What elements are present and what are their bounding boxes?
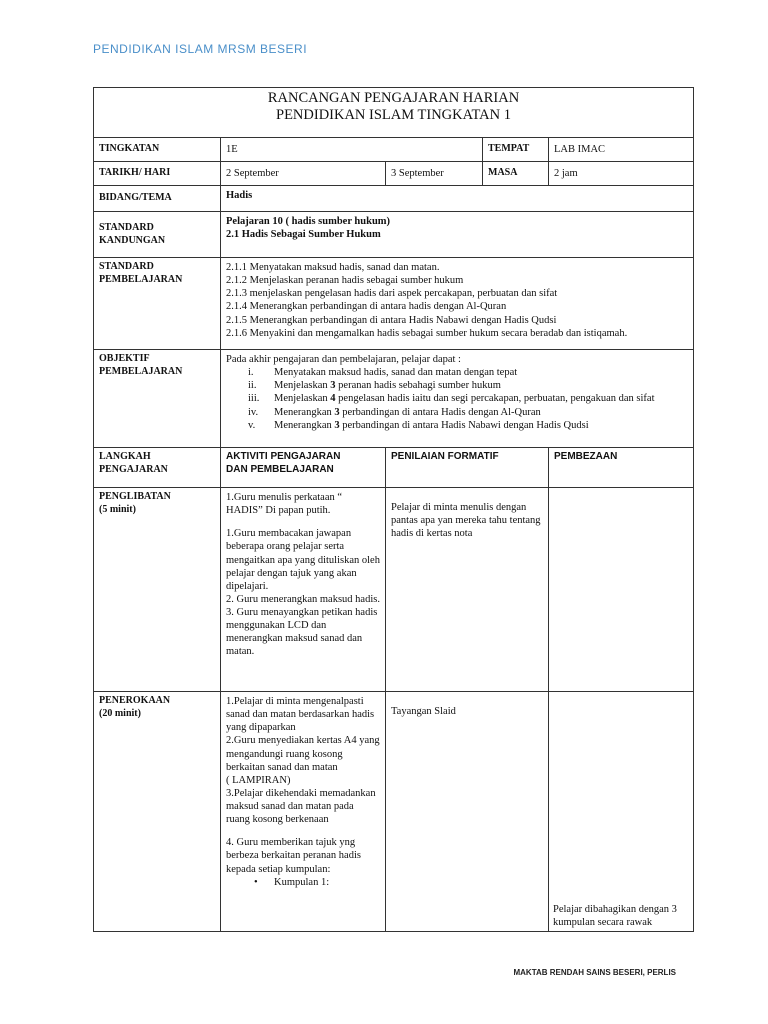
objektif-text-pre: Menjelaskan [274,380,331,392]
spacer [226,826,380,836]
objektif-text-pre: Menjelaskan [274,393,331,405]
masa-label: MASA [483,162,549,186]
standard-kandungan-value [221,212,694,258]
bidang-value: Hadis [221,186,694,212]
label-line: KANDUNGAN [99,234,166,246]
penglibatan-label [94,488,221,692]
step-time: (20 minit) [99,707,141,719]
aktiviti-line: ( LAMPIRAN) [226,774,291,786]
label-line: AKTIVITI PENGAJARAN [226,451,341,462]
plan-title [94,88,694,138]
aktiviti-line: 4. Guru memberikan tajuk yng berbeza berkaitan peranan hadis kepada setiap kumpulan: [226,837,361,875]
sp-line: 2.1.4 Menerangkan perbandingan di antara hadis dengan Al-Quran [226,301,507,313]
label-line: PEMBELAJARAN [99,273,183,285]
title-line-1: RANCANGAN PENGAJARAN HARIAN [267,90,520,106]
objektif-text [274,419,688,432]
objektif-text-pre: Menyatakan maksud hadis, sanad dan matan dengan tepat [274,367,518,379]
objektif-text [274,392,688,405]
objektif-item [226,366,688,379]
objektif-text-post: pengelasan hadis iaitu dan segi percakapan, perbuatan, pengakuan dan sifat [335,393,655,405]
tempat-label: TEMPAT [483,138,549,162]
label-line: STANDARD [99,261,154,272]
spacer [391,695,543,705]
label-line: PENGAJARAN [99,463,168,475]
tarikh-value-2: 3 September [386,162,483,186]
objektif-num: iv. [248,406,259,418]
label-line: STANDARD [99,222,154,233]
aktiviti-line: 3.Pelajar dikehendaki memadankan maksud sanad dan matan pada ruang kosong berkenaan [226,787,376,826]
lesson-plan-table [93,87,694,932]
aktiviti-line: 1.Guru membacakan jawapan beberapa orang pelajar serta mengaitkan apa yang dituliskan oleh pelajar dengan tajuk yang akan dipelajari. [226,528,380,592]
document-header: PENDIDIKAN ISLAM MRSM BESERI [93,42,308,56]
title-line-2: PENDIDIKAN ISLAM TINGKATAN 1 [276,107,511,124]
objektif-item [226,379,688,392]
penerokaan-aktiviti [221,692,386,932]
pembezaan-text: Pelajar dibahagikan dengan 3 kumpulan secara rawak [553,903,677,928]
sp-line: 2.1.3 menjelaskan pengelasan hadis dari aspek percakapan, perbuatan dan sifat [226,288,558,300]
aktiviti-line: 1.Pelajar di minta mengenalpasti sanad dan matan berdasarkan hadis yang dipaparkan [226,696,375,734]
sp-line: 2.1.1 Menyatakan maksud hadis, sanad dan matan. [226,262,440,273]
penilaian-text: Tayangan Slaid [391,706,456,717]
objektif-text-pre: Menerangkan [274,419,335,431]
penerokaan-label [94,692,221,932]
sp-line: 2.1.6 Menyakini dan mengamalkan hadis sebagai sumber hukum secara beradab dan istiqamah. [226,327,628,339]
objektif-text-bold: 3 [334,406,340,418]
pembezaan-header: PEMBEZAAN [549,448,694,488]
objektif-item [226,392,688,405]
objektif-text-bold: 3 [334,419,340,431]
objektif-label [94,350,221,448]
standard-kandungan-label [94,212,221,258]
objektif-text-post: perbandingan di antara Hadis dengan Al-Quran [339,406,541,418]
penglibatan-pembezaan [549,488,694,692]
objektif-item [226,406,688,419]
penilaian-header: PENILAIAN FORMATIF [386,448,549,488]
penglibatan-aktiviti [221,488,386,692]
step-time: (5 minit) [99,503,136,515]
tarikh-label: TARIKH/ HARI [94,162,221,186]
objektif-text [274,366,688,379]
bullet-icon: • [254,876,258,888]
spacer [391,491,543,501]
kandungan-line: Pelajaran 10 ( hadis sumber hukum) [226,216,391,227]
sp-line: 2.1.2 Menjelaskan peranan hadis sebagai sumber hukum [226,275,464,287]
objektif-intro: Pada akhir pengajaran dan pembelajaran, pelajar dapat : [226,354,461,365]
objektif-num: i. [248,367,254,379]
penglibatan-penilaian [386,488,549,692]
objektif-text-pre: Menerangkan [274,406,335,418]
bullet-item [226,876,380,889]
objektif-text [274,406,688,419]
document-footer: MAKTAB RENDAH SAINS BESERI, PERLIS [513,968,676,977]
step-name: PENGLIBATAN [99,491,171,502]
aktiviti-line: 2. Guru menerangkan maksud hadis. [226,593,380,605]
objektif-num: iii. [248,393,260,405]
penerokaan-pembezaan [549,692,694,932]
objektif-text [274,379,688,392]
objektif-text-post: perbandingan di antara Hadis Nabawi dengan Hadis Qudsi [339,419,589,431]
standard-pembelajaran-value [221,258,694,350]
objektif-text-post: peranan hadis sebahagi sumber hukum [335,380,501,392]
objektif-text-bold: 3 [330,380,336,392]
penilaian-text: Pelajar di minta menulis dengan pantas apa yan mereka tahu tentang hadis di kertas nota [391,502,541,540]
tempat-value: LAB IMAC [549,138,694,162]
kandungan-line: 2.1 Hadis Sebagai Sumber Hukum [226,229,381,241]
langkah-header [94,448,221,488]
objektif-value [221,350,694,448]
label-line: OBJEKTIF [99,353,150,364]
step-name: PENEROKAAN [99,695,171,706]
aktiviti-line: 3. Guru menayangkan petikan hadis menggunakan LCD dan menerangkan maksud sanad dan matan. [226,607,378,658]
objektif-num: v. [248,419,256,431]
penerokaan-penilaian [386,692,549,932]
standard-pembelajaran-label [94,258,221,350]
label-line: LANGKAH [99,451,151,462]
tingkatan-label: TINGKATAN [94,138,221,162]
bullet-text: Kumpulan 1: [274,876,330,888]
tarikh-value-1: 2 September [221,162,386,186]
aktiviti-line: 1.Guru menulis perkataan “ HADIS” Di papan putih. [226,492,343,517]
aktiviti-header [221,448,386,488]
objektif-item [226,419,688,432]
sp-line: 2.1.5 Menerangkan perbandingan di antara Hadis Nabawi dengan Hadis Qudsi [226,314,557,326]
objektif-num: ii. [248,380,257,392]
tingkatan-value: 1E [221,138,483,162]
masa-value: 2 jam [549,162,694,186]
objektif-text-bold: 4 [330,393,336,405]
aktiviti-line: 2.Guru menyediakan kertas A4 yang mengandungi ruang kosong berkaitan sanad dan matan [226,735,380,773]
bidang-label: BIDANG/TEMA [94,186,221,212]
spacer [226,517,380,527]
label-line: DAN PEMBELAJARAN [226,463,334,475]
label-line: PEMBELAJARAN [99,365,183,377]
